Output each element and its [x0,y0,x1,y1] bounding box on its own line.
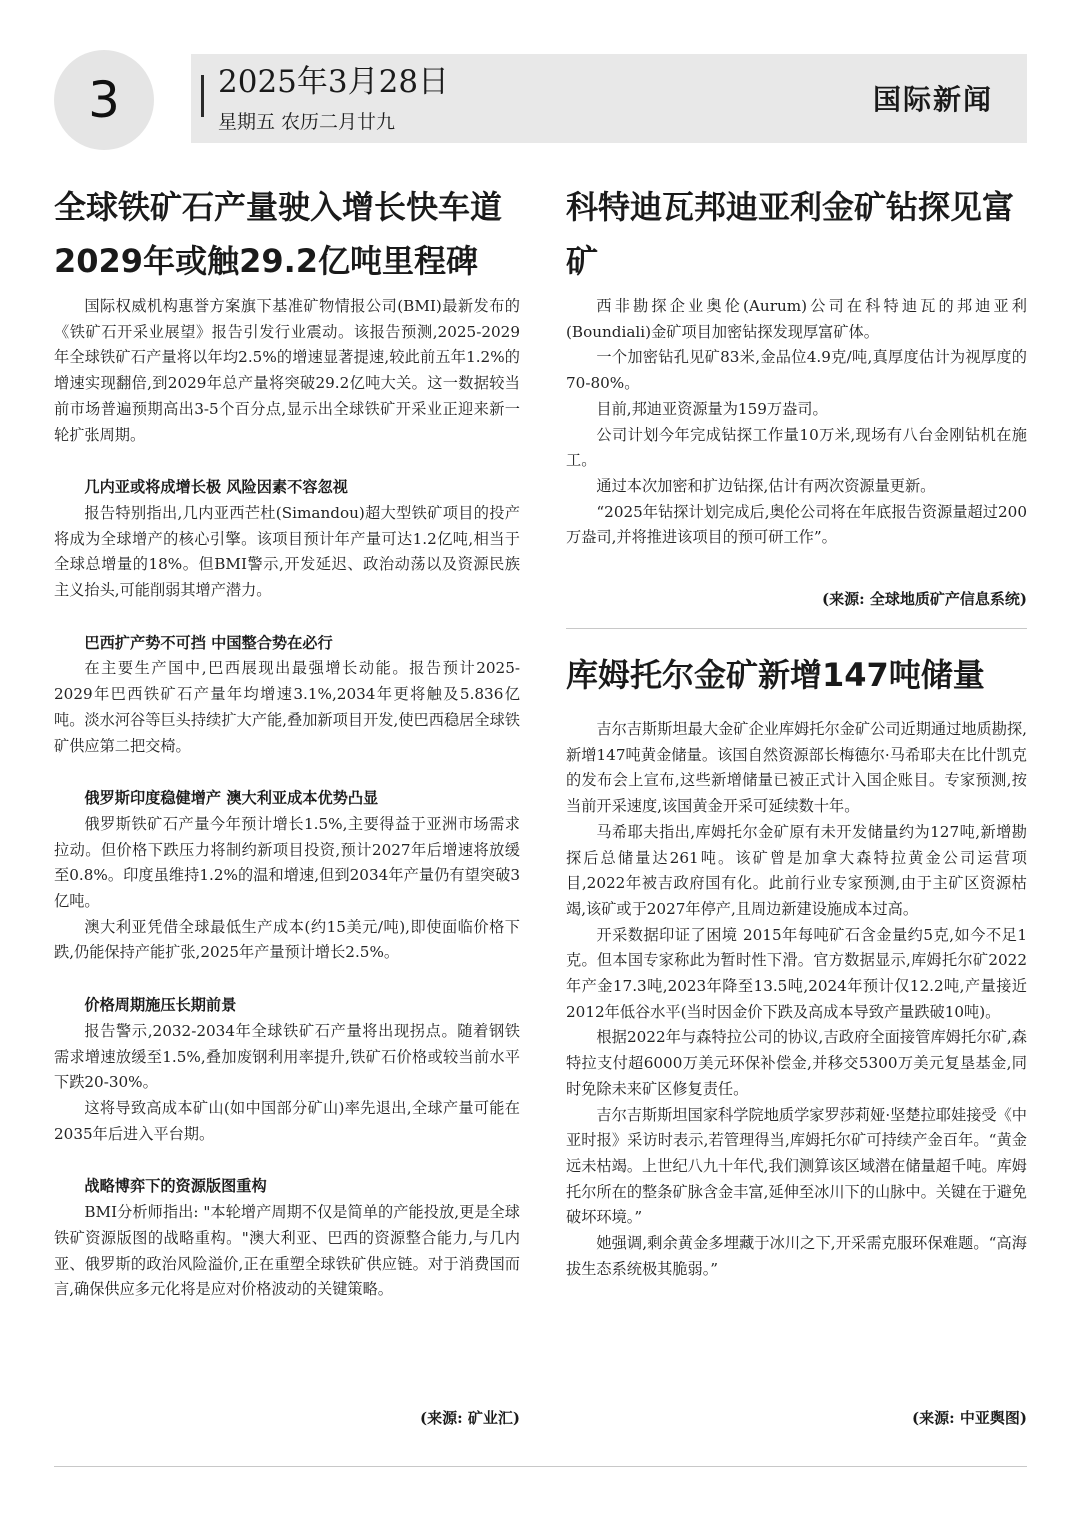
paragraph: BMI分析师指出: "本轮增产周期不仅是简单的产能投放,更是全球铁矿资源版图的战略重构。"澳大利亚、巴西的资源整合能力,与几内亚、俄罗斯的政治风险溢价,正在重塑全球铁矿供应链。对于消费国而言,确保供应多元化将是应对价格波动的关键策略。 [54,1203,520,1299]
subheading: 巴西扩产势不可挡 中国整合势在必行 [84,633,333,652]
article2-source: (来源: 全球地质矿产信息系统) [822,590,1027,608]
weekday-lunar-date: 星期五 农历二月廿九 [218,111,396,133]
paragraph: 吉尔吉斯斯坦最大金矿企业库姆托尔金矿公司近期通过地质勘探,新增147吨黄金储量。该国自然资源部长梅德尔·马希耶夫在比什凯克的发布会上宣布,这些新增储量已被正式计入国企账目。专家预测,按当前开采速度,该国黄金开采可延续数十年。 [566,720,1027,816]
paragraph: 报告警示,2032-2034年全球铁矿石产量将出现拐点。随着钢铁需求增速放缓至1.5%,叠加废钢利用率提升,铁矿石价格或较当前水平下跌20-30%。 [54,1021,520,1092]
paragraph: 公司计划今年完成钻探工作量10万米,现场有八台金刚钻机在施工。 [566,425,1027,470]
article1-title: 全球铁矿石产量驶入增长快车道 2029年或触29.2亿吨里程碑 [54,188,503,280]
paragraph: 她强调,剩余黄金多埋藏于冰川之下,开采需克服环保难题。“高海拔生态系统极其脆弱。” [566,1234,1027,1278]
paragraph: 俄罗斯铁矿石产量今年预计增长1.5%,主要得益于亚洲市场需求拉动。但价格下跌压力将制约新项目投资,预计2027年后增速将放缓至0.8%。印度虽维持1.2%的温和增速,但到2034年产量仍有望突破3亿吨。 [54,814,520,911]
header-divider [201,75,204,117]
article2-title: 科特迪瓦邦迪亚利金矿钻探见富矿 [566,188,1015,280]
article3-source: (来源: 中亚舆图) [912,1409,1027,1427]
paragraph: 马希耶夫指出,库姆托尔金矿原有未开发储量约为127吨,新增勘探后总储量达261吨。该矿曾是加拿大森特拉黄金公司运营项目,2022年被吉政府国有化。此前行业专家预测,由于主矿区资源枯竭,该矿或于2027年停产,且周边新建设施成本过高。 [566,822,1027,918]
article-divider [566,628,1027,629]
paragraph: 在主要生产国中,巴西展现出最强增长动能。报告预计2025-2029年巴西铁矿石产量年均增速3.1%,2034年更将触及5.836亿吨。淡水河谷等巨头持续扩大产能,叠加新项目开发,使巴西稳居全球铁矿供应第二把交椅。 [54,659,520,755]
paragraph: 报告特别指出,几内亚西芒杜(Simandou)超大型铁矿项目的投产将成为全球增产的核心引擎。该项目预计年产量可达1.2亿吨,相当于全球总增量的18%。但BMI警示,开发延迟、政治动荡以及资源民族主义抬头,可能削弱其增产潜力。 [54,503,520,600]
paragraph: 这将导致高成本矿山(如中国部分矿山)率先退出,全球产量可能在2035年后进入平台期。 [54,1098,520,1143]
section-title: 国际新闻 [872,83,993,116]
subheading: 俄罗斯印度稳健增产 澳大利亚成本优势凸显 [84,789,379,808]
article1-body [54,294,520,1303]
article2-body [566,294,1027,551]
footer-rule [54,1466,1027,1467]
article3-title: 库姆托尔金矿新增147吨储量 [566,656,985,694]
paragraph: 通过本次加密和扩边钻探,估计有两次资源量更新。 [596,476,936,495]
paragraph: 开采数据印证了困境 2015年每吨矿石含金量约5克,如今不足1克。但本国专家称此为暂时性下滑。官方数据显示,库姆托尔矿2022年产金17.3吨,2023年降至13.5吨,2024年预计仅12.2吨,产量接近2012年低谷水平(当时因金价下跌及高成本导致产量跌破10吨)。 [566,925,1027,1021]
paragraph: “2025年钻探计划完成后,奥伦公司将在年底报告资源量超过200万盎司,并将推进该项目的预可研工作”。 [566,502,1027,547]
subheading: 几内亚或将成增长极 风险因素不容忽视 [84,478,348,497]
article1-source: (来源: 矿业汇) [420,1409,520,1427]
paragraph: 国际权威机构惠誉方案旗下基准矿物情报公司(BMI)最新发布的《铁矿石开采业展望》报告引发行业震动。该报告预测,2025-2029年全球铁矿石产量将以年均2.5%的增速显著提速,较此前五年1.2%的增速实现翻倍,到2029年总产量将突破29.2亿吨大关。这一数据较当前市场普遍预期高出3-5个百分点,显示出全球铁矿开采业正迎来新一轮扩张周期。 [54,297,520,444]
page-number: 3 [54,50,154,150]
issue-date: 2025年3月28日 [218,64,450,100]
article3-body [566,717,1027,1282]
paragraph: 西非勘探企业奥伦(Aurum)公司在科特迪瓦的邦迪亚利(Boundiali)金矿项目加密钻探发现厚富矿体。 [566,297,1027,341]
subheading: 价格周期施压长期前景 [84,996,237,1015]
paragraph: 目前,邦迪亚资源量为159万盎司。 [596,399,828,418]
paragraph: 一个加密钻孔见矿83米,金品位4.9克/吨,真厚度估计为视厚度的70-80%。 [566,348,1027,393]
paragraph: 澳大利亚凭借全球最低生产成本(约15美元/吨),即使面临价格下跌,仍能保持产能扩张,2025年产量预计增长2.5%。 [54,917,520,962]
subheading: 战略博弈下的资源版图重构 [84,1177,267,1196]
paragraph: 吉尔吉斯斯坦国家科学院地质学家罗莎莉娅·坚楚拉耶娃接受《中亚时报》采访时表示,若管理得当,库姆托尔矿可持续产金百年。“黄金远未枯竭。上世纪八九十年代,我们测算该区域潜在储量超千吨。库姆托尔所在的整条矿脉含金丰富,延伸至冰川下的山脉中。关键在于避免破坏环境。” [566,1105,1027,1227]
paragraph: 根据2022年与森特拉公司的协议,吉政府全面接管库姆托尔矿,森特拉支付超6000万美元环保补偿金,并移交5300万美元复垦基金,同时免除未来矿区修复责任。 [566,1028,1027,1098]
